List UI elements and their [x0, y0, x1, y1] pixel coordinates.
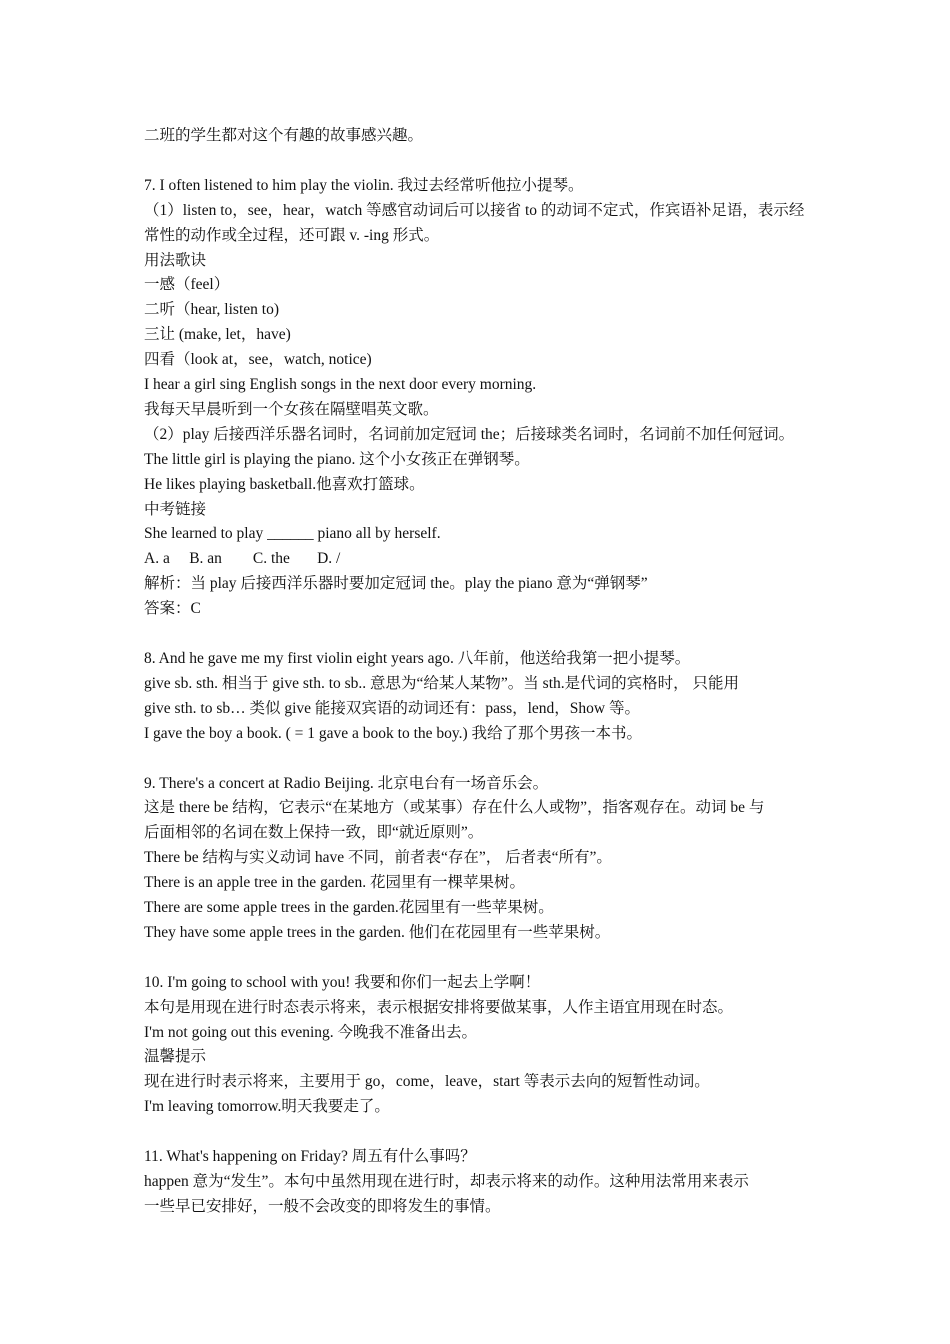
- text-line: 用法歌诀: [144, 251, 207, 269]
- blank-line: [144, 149, 816, 174]
- text-line: 我每天早晨听到一个女孩在隔壁唱英文歌。: [144, 400, 439, 418]
- text-line: 常性的动作或全过程，还可跟 v. -ing 形式。: [144, 226, 440, 244]
- text-line: give sth. to sb… 类似 give 能接双宾语的动词还有：pass，lend，Show 等。: [144, 699, 640, 717]
- text-line: 中考链接: [144, 500, 207, 518]
- text-line: The little girl is playing the piano. 这个小女孩正在弹钢琴。: [144, 450, 530, 468]
- blank-line: [144, 946, 816, 971]
- text-line: （2）play 后接西洋乐器名词时，名词前加定冠词 the；后接球类名词时，名词前不加任何冠词。: [144, 425, 795, 443]
- blank-line: [144, 747, 816, 772]
- text-line: I gave the boy a book. ( = 1 gave a book to the boy.) 我给了那个男孩一本书。: [144, 724, 643, 742]
- document-page: [144, 124, 816, 1220]
- text-line: （1）listen to，see，hear，watch 等感官动词后可以接省 to 的动词不定式，作宾语补足语，表示经: [144, 201, 805, 219]
- text-line: 温馨提示: [144, 1048, 207, 1066]
- text-line: 10. I'm going to school with you! 我要和你们一起去上学啊！: [144, 973, 541, 991]
- text-line: 11. What's happening on Friday? 周五有什么事吗？: [144, 1148, 476, 1166]
- text-line: 这是 there be 结构，它表示“在某地方（或某事）存在什么人或物”，指客观存在。动词 be 与: [144, 799, 765, 817]
- text-line: 8. And he gave me my first violin eight years ago. 八年前，他送给我第一把小提琴。: [144, 650, 691, 667]
- text-line: He likes playing basketball.他喜欢打篮球。: [144, 475, 425, 493]
- text-line: A. a B. an C. the D. /: [144, 550, 341, 568]
- blank-line: [144, 622, 816, 647]
- text-line: There be 结构与实义动词 have 不同，前者表“存在”， 后者表“所有”。: [144, 849, 612, 867]
- text-line: 解析：当 play 后接西洋乐器时要加定冠词 the。play the piano 意为“弹钢琴”: [144, 575, 648, 593]
- text-line: 9. There's a concert at Radio Beijing. 北京电台有一场音乐会。: [144, 774, 549, 792]
- text-line: There is an apple tree in the garden. 花园里有一棵苹果树。: [144, 874, 525, 892]
- text-line: I hear a girl sing English songs in the next door every morning.: [144, 376, 537, 394]
- text-line: I'm leaving tomorrow.明天我要走了。: [144, 1098, 390, 1116]
- text-line: 二班的学生都对这个有趣的故事感兴趣。: [144, 127, 424, 144]
- text-line: give sb. sth. 相当于 give sth. to sb.. 意思为“给某人某物”。当 sth.是代词的宾格时， 只能用: [144, 674, 740, 692]
- text-line: 现在进行时表示将来，主要用于 go，come，leave，start 等表示去向的短暂性动词。: [144, 1073, 710, 1091]
- text-line: 四看（look at，see，watch, notice): [144, 351, 372, 369]
- text-line: happen 意为“发生”。本句中虽然用现在进行时，却表示将来的动作。这种用法常用来表示: [144, 1172, 749, 1190]
- text-line: 本句是用现在进行时态表示将来，表示根据安排将要做某事，人作主语宜用现在时态。: [144, 998, 734, 1016]
- text-line: 一感（feel）: [144, 276, 230, 294]
- text-line: They have some apple trees in the garden. 他们在花园里有一些苹果树。: [144, 923, 611, 941]
- text-line: 答案：C: [144, 600, 201, 618]
- text-line: 7. I often listened to him play the violin. 我过去经常听他拉小提琴。: [144, 176, 584, 194]
- text-line: 一些早已安排好，一般不会改变的即将发生的事情。: [144, 1197, 501, 1215]
- text-line: She learned to play ______ piano all by herself.: [144, 525, 441, 543]
- text-line: 二听（hear, listen to): [144, 301, 279, 319]
- text-line: 三让 (make, let，have): [144, 326, 291, 344]
- text-line: There are some apple trees in the garden.花园里有一些苹果树。: [144, 899, 554, 917]
- text-line: I'm not going out this evening. 今晚我不准备出去。: [144, 1023, 478, 1041]
- blank-line: [144, 1120, 816, 1145]
- text-line: 后面相邻的名词在数上保持一致，即“就近原则”。: [144, 824, 484, 842]
